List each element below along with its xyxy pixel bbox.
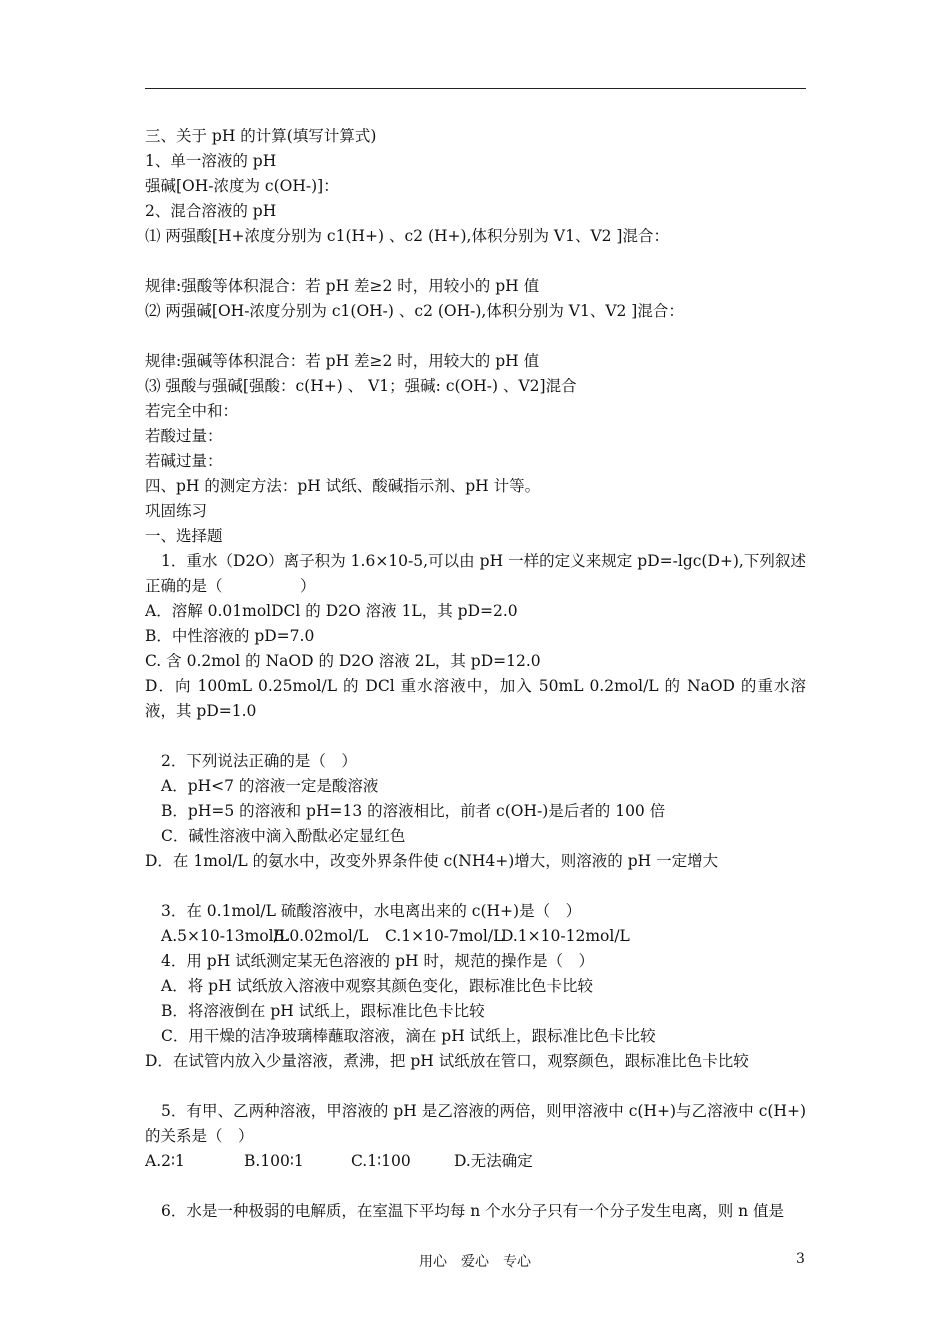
- question-1-option-c: C. 含 0.2mol 的 NaOD 的 D2O 溶液 2L，其 pD=12.0: [145, 652, 541, 670]
- blank-line: [145, 724, 806, 749]
- question-5-options: [145, 1149, 806, 1174]
- mixed-solution-heading: 2、混合溶液的 pH: [145, 202, 277, 220]
- footer-motto: 用心 爱心 专心: [419, 1254, 531, 1270]
- choice-heading: 一、选择题: [145, 527, 223, 545]
- question-4-option-a: A．将 pH 试纸放入溶液中观察其颜色变化，跟标准比色卡比较: [161, 977, 593, 995]
- question-3-option-d: D.1×10-12mol/L: [501, 927, 630, 945]
- question-1-option-a: A．溶解 0.01molDCl 的 D2O 溶液 1L，其 pD=2.0: [145, 602, 518, 620]
- question-1-option-b: B．中性溶液的 pD=7.0: [145, 627, 315, 645]
- question-4-stem: 4．用 pH 试纸测定某无色溶液的 pH 时，规范的操作是（ ）: [161, 952, 594, 970]
- strong-acid-rule: 规律:强酸等体积混合：若 pH 差≥2 时，用较小的 pH 值: [145, 277, 540, 295]
- question-1-stem: 1．重水（D2O）离子积为 1.6×10-5,可以由 pH 一样的定义来规定 pD=-lgc(D+),下列叙述正确的是（ ）: [145, 552, 806, 595]
- question-3-option-c: C.1×10-7mol/L: [385, 927, 504, 945]
- blank-line: [145, 324, 806, 349]
- document-body: [145, 124, 806, 1224]
- question-3-options: [145, 924, 806, 949]
- question-5-option-a: A.2∶1: [145, 1152, 185, 1170]
- question-3-stem: 3．在 0.1mol/L 硫酸溶液中，水电离出来的 c(H+)是（ ）: [161, 902, 582, 920]
- question-2-option-d: D．在 1mol/L 的氨水中，改变外界条件使 c(NH4+)增大，则溶液的 pH 一定增大: [145, 852, 719, 870]
- strong-base-formula: 强碱[OH-浓度为 c(OH-)]：: [145, 177, 339, 195]
- two-strong-bases: ⑵ 两强碱[OH-浓度分别为 c1(OH-) 、c2 (OH-),体积分别为 V1、V2 ]混合：: [145, 302, 684, 320]
- acid-base-mixing: ⑶ 强酸与强碱[强酸：c(H+) 、 V1；强碱: c(OH-) 、V2]混合: [145, 377, 577, 395]
- question-5-option-b: B.100∶1: [244, 1152, 304, 1170]
- section-4-title: 四、pH 的测定方法：pH 试纸、酸碱指示剂、pH 计等。: [145, 477, 541, 495]
- acid-excess: 若酸过量：: [145, 427, 223, 445]
- two-strong-acids: ⑴ 两强酸[H+浓度分别为 c1(H+) 、c2 (H+),体积分别为 V1、V2 ]混合：: [145, 227, 669, 245]
- question-2-option-c: C．碱性溶液中滴入酚酞必定显红色: [161, 827, 406, 845]
- base-excess: 若碱过量：: [145, 452, 223, 470]
- question-5-option-d: D.无法确定: [454, 1152, 533, 1170]
- question-6-stem: 6．水是一种极弱的电解质，在室温下平均每 n 个水分子只有一个分子发生电离，则 n 值是: [161, 1202, 785, 1220]
- question-2-stem: 2．下列说法正确的是（ ）: [161, 752, 357, 770]
- blank-line: [145, 249, 806, 274]
- question-1-option-d: D．向 100mL 0.25mol/L 的 DCl 重水溶液中，加入 50mL 0.2mol/L 的 NaOD 的重水溶液，其 pD=1.0: [145, 677, 806, 720]
- strong-base-rule: 规律:强碱等体积混合：若 pH 差≥2 时，用较大的 pH 值: [145, 352, 540, 370]
- question-4-option-b: B．将溶液倒在 pH 试纸上，跟标准比色卡比较: [161, 1002, 485, 1020]
- page-number: 3: [796, 1251, 805, 1267]
- question-5-stem: 5．有甲、乙两种溶液，甲溶液的 pH 是乙溶液的两倍，则甲溶液中 c(H+)与乙溶液中 c(H+)的关系是（ ）: [145, 1102, 806, 1145]
- blank-line: [145, 1074, 806, 1099]
- question-5-option-c: C.1∶100: [351, 1152, 411, 1170]
- single-solution-heading: 1、单一溶液的 pH: [145, 152, 277, 170]
- question-4-option-d: D．在试管内放入少量溶液，煮沸，把 pH 试纸放在管口，观察颜色，跟标准比色卡比较: [145, 1052, 749, 1070]
- blank-line: [145, 874, 806, 899]
- header-rule: [145, 88, 806, 89]
- question-3-option-a: A.5×10-13mol/L: [161, 927, 290, 945]
- practice-heading: 巩固练习: [145, 502, 208, 520]
- question-2-option-a: A．pH<7 的溶液一定是酸溶液: [161, 777, 379, 795]
- full-neutralization: 若完全中和：: [145, 402, 239, 420]
- blank-line: [145, 1174, 806, 1199]
- section-3-title: 三、关于 pH 的计算(填写计算式): [145, 127, 377, 145]
- question-2-option-b: B．pH=5 的溶液和 pH=13 的溶液相比，前者 c(OH-)是后者的 100 倍: [161, 802, 666, 820]
- question-4-option-c: C．用干燥的洁净玻璃棒蘸取溶液，滴在 pH 试纸上，跟标准比色卡比较: [161, 1027, 656, 1045]
- question-3-option-b: B.0.02mol/L: [273, 927, 369, 945]
